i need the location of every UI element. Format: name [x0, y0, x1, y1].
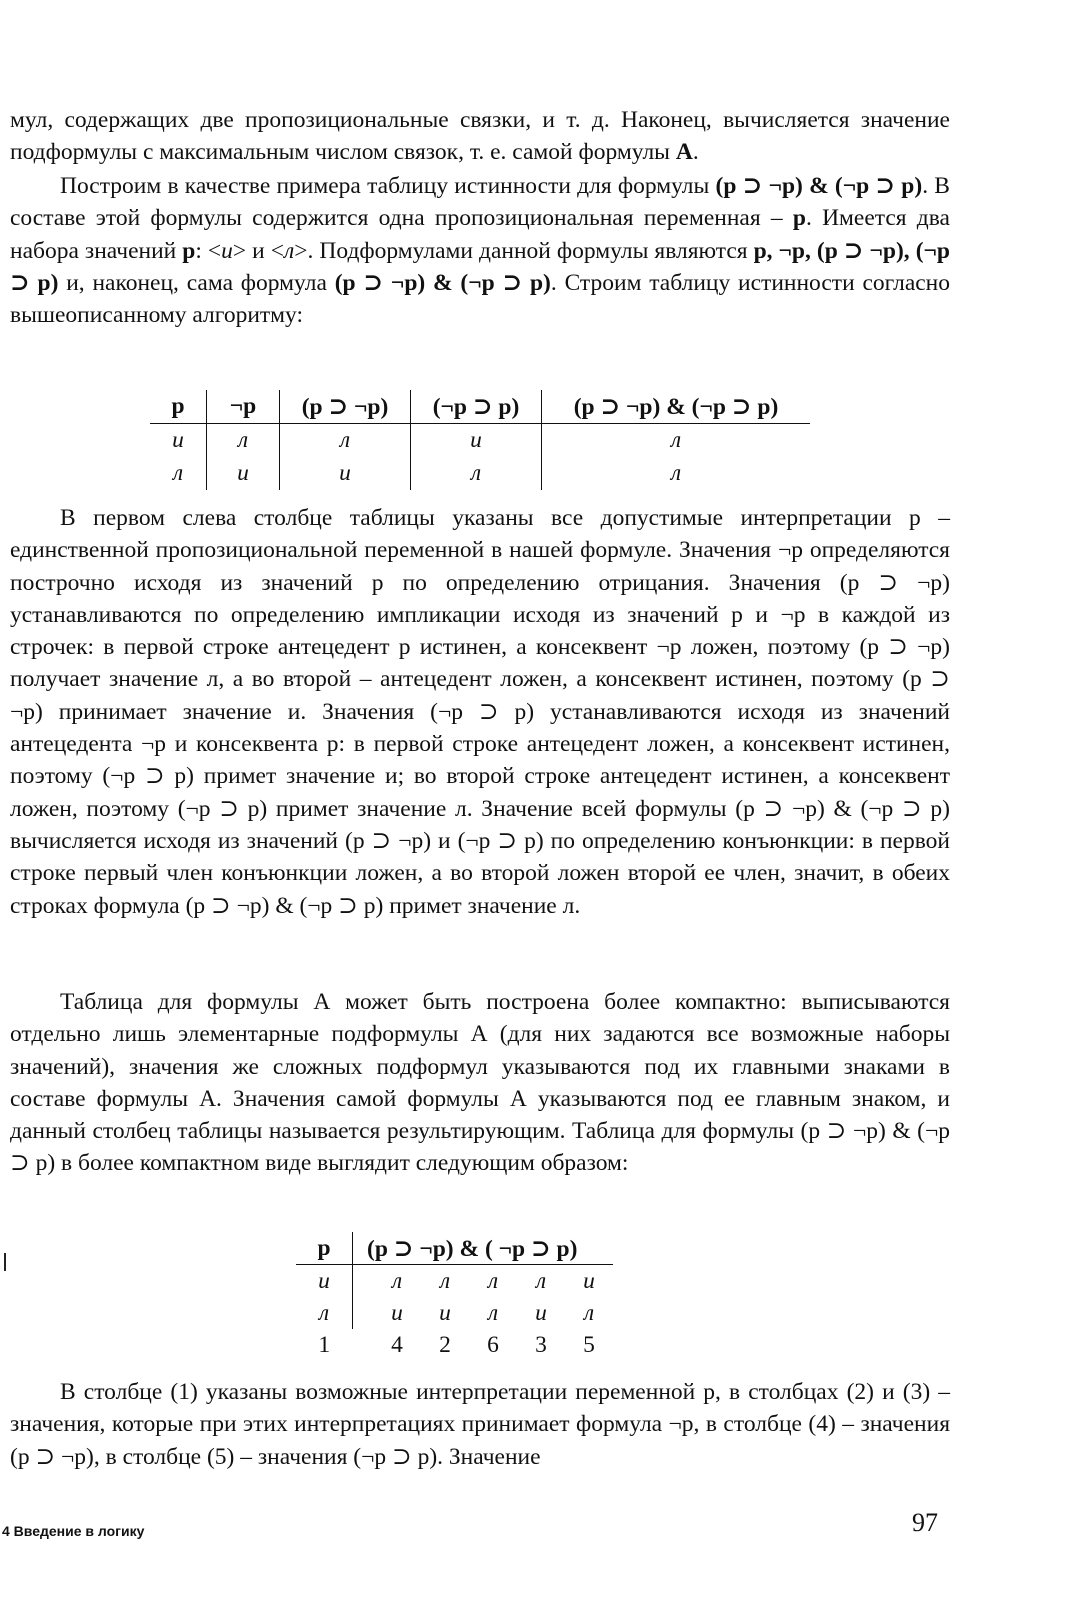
- column-number: 4: [391, 1331, 403, 1358]
- footer-book-title: 4 Введение в логику: [2, 1523, 145, 1539]
- header-cell: (p ⊃ ¬p) & (¬p ⊃ p): [542, 390, 811, 424]
- table-row: [296, 1297, 613, 1329]
- table-cell: и: [280, 457, 411, 490]
- column-number: 6: [487, 1331, 499, 1358]
- table-row: [150, 424, 810, 458]
- header-cell: (p ⊃ ¬p): [280, 390, 411, 424]
- table-cell: л: [583, 1299, 595, 1326]
- table-row: [296, 1265, 613, 1298]
- paragraph-1: мул, содержащих две пропозициональные связки, и т. д. Наконец, вычисляется значение подформулы с максимальным числом связок, т. е. самой формулы А.: [10, 107, 950, 166]
- header-cell: (p ⊃ ¬p) & ( ¬p ⊃ p): [353, 1232, 614, 1265]
- paragraph-3: В первом слева столбце таблицы указаны все допустимые интерпретации p – единственной пропозициональной переменной в нашей формуле. Значения ¬p определяются построчно исходя из значений p по определению отрицания. Значения (p ⊃ ¬p) устанавливаются по определению импликации исходя из значений p и ¬p в каждой из строчек: в первой строке антецедент p истинен, а консеквент ¬p ложен, поэтому (p ⊃ ¬p) получает значение л, а во второй – антецедент ложен, а консеквент истинен, поэтому (p ⊃ ¬p) принимает значение и. Значения (¬p ⊃ p) устанавливаются исходя из значений антецедента ¬p и консеквента p: в первой строке антецедент ложен, а консеквент истинен, поэтому (¬p ⊃ p) примет значение и; во второй строке антецедент истинен, а консеквент ложен, поэтому (¬p ⊃ p) примет значение л. Значение всей формулы (p ⊃ ¬p) & (¬p ⊃ p) вычисляется исходя из значений (p ⊃ ¬p) и (¬p ⊃ p) по определению конъюнкции: в первой строке первый член конъюнкции ложен, а во второй ложен второй ее член, значит, в обеих строках формула (p ⊃ ¬p) & (¬p ⊃ p) примет значение л.: [10, 505, 950, 919]
- paragraph-5: В столбце (1) указаны возможные интерпретации переменной p, в столбцах (2) и (3) – значения, которые при этих интерпретациях принимает формула ¬p, в столбце (4) – значения (p ⊃ ¬p), в столбце (5) – значения (¬p ⊃ p). Значение: [10, 1379, 950, 1470]
- truth-table: [150, 390, 810, 490]
- margin-mark: [4, 1253, 14, 1271]
- table-cell: л: [280, 424, 411, 458]
- header-cell: p: [296, 1232, 353, 1265]
- header-cell: ¬p: [207, 390, 280, 424]
- compact-truth-table: [296, 1232, 613, 1361]
- table-cell: л: [391, 1267, 403, 1294]
- table-cell: л: [542, 424, 811, 458]
- column-number: 1: [318, 1331, 331, 1358]
- table-cell: и: [318, 1267, 330, 1294]
- table-cell: и: [207, 457, 280, 490]
- table-cell: л: [411, 457, 542, 490]
- spacer-cell: [353, 1329, 374, 1361]
- table-cell: и: [391, 1299, 403, 1326]
- table-row: [150, 457, 810, 490]
- table-cell: л: [172, 460, 184, 486]
- table-cell: и: [411, 424, 542, 458]
- table-cell: л: [318, 1299, 330, 1326]
- table-cell: и: [583, 1267, 595, 1294]
- header-cell: p: [150, 390, 207, 424]
- table-cell: л: [487, 1267, 499, 1294]
- table-cell: л: [542, 457, 811, 490]
- paragraph-4: Таблица для формулы А может быть построена более компактно: выписываются отдельно лишь элементарные подформулы А (для них задаются все возможные наборы значений), значения же сложных подформул указываются под их главными знаками в составе формулы А. Значения самой формулы А указываются под ее главным знаком, и данный столбец таблицы называется результирующим. Таблица для формулы (p ⊃ ¬p) & (¬p ⊃ p) в более компактном виде выглядит следующим образом:: [10, 989, 950, 1177]
- table-cell: л: [439, 1267, 451, 1294]
- spacer-cell: [353, 1265, 374, 1298]
- table-cell: и: [172, 427, 184, 453]
- table-cell: л: [487, 1299, 499, 1326]
- column-number: 2: [439, 1331, 451, 1358]
- table-cell: л: [535, 1267, 547, 1294]
- table-cell: и: [439, 1299, 451, 1326]
- column-number: 3: [535, 1331, 547, 1358]
- column-number-row: [296, 1329, 613, 1361]
- table-cell: л: [207, 424, 280, 458]
- truth-table-header: [150, 390, 810, 424]
- column-number: 5: [583, 1331, 595, 1358]
- table-cell: и: [535, 1299, 547, 1326]
- paragraph-2: Построим в качестве примера таблицу истинности для формулы (p ⊃ ¬p) & (¬p ⊃ p). В составе этой формулы содержится одна пропозициональная переменная – p. Имеется два набора значений p: <и> и <л>. Подформулами данной формулы являются p, ¬p, (p ⊃ ¬p), (¬p ⊃ p) и, наконец, сама формула (p ⊃ ¬p) & (¬p ⊃ p). Строим таблицу истинности согласно вышеописанному алгоритму:: [10, 173, 951, 329]
- spacer-cell: [353, 1297, 374, 1329]
- page-number: 97: [912, 1508, 938, 1537]
- header-cell: (¬p ⊃ p): [411, 390, 542, 424]
- compact-table-header: [296, 1232, 613, 1265]
